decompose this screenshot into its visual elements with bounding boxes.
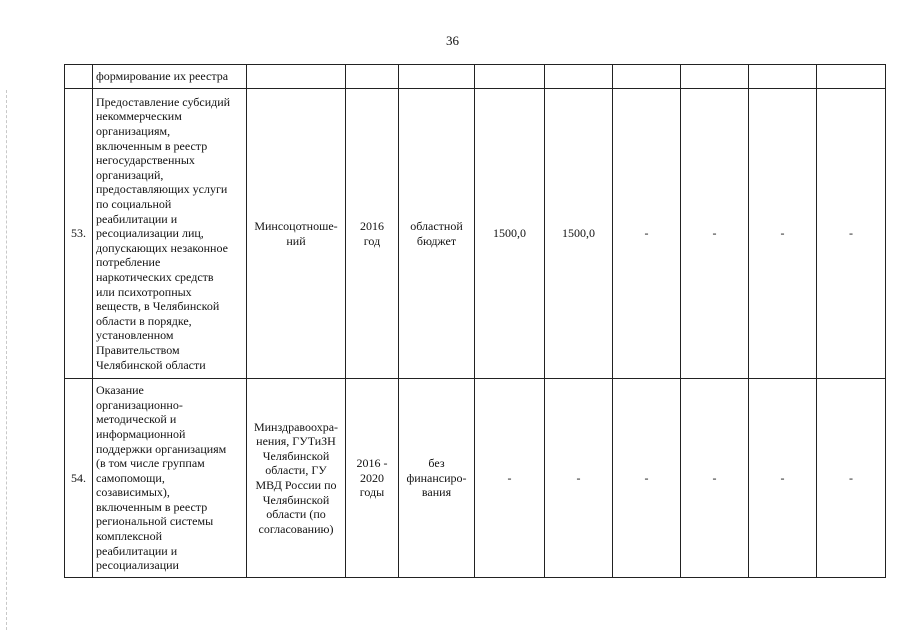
cell-2020 [817, 65, 886, 89]
measures-table [64, 64, 886, 578]
amount-2017: - [613, 89, 681, 379]
text-line: самопомощи, [96, 470, 165, 485]
text-line: Предоставление субсидий [96, 94, 231, 109]
text-line: 2016 - [356, 456, 388, 471]
text-line: Челябинской области [96, 357, 206, 372]
measure-description [93, 89, 247, 379]
amount-2018: - [681, 89, 749, 379]
measure-description [93, 379, 247, 578]
text-line: некоммерческим [96, 109, 182, 124]
text-line: бюджет [416, 233, 457, 248]
text-line: год [363, 233, 381, 248]
text-line: включенным в реестр [96, 138, 208, 153]
text-line: методической и [96, 412, 177, 427]
text-line: без [428, 456, 445, 471]
text-line: веществ, в Челябинской [96, 299, 220, 314]
text-line: годы [359, 485, 385, 500]
scan-margin-mark [6, 90, 8, 630]
text-line: Челябинской [262, 448, 330, 463]
row-number: 54. [65, 379, 93, 578]
text-line: ресоциализации [96, 558, 179, 573]
text-line: согласованию) [258, 521, 334, 536]
table-row [65, 89, 886, 379]
text-line: потребление [96, 255, 161, 270]
text-line: Оказание [96, 383, 144, 398]
funding-source [399, 379, 475, 578]
text-line: по социальной [96, 197, 172, 212]
text-line: области в порядке, [96, 313, 192, 328]
cell-source [399, 65, 475, 89]
amount-total: 1500,0 [475, 89, 545, 379]
amount-2018: - [681, 379, 749, 578]
cell-num [65, 65, 93, 89]
text-line: областной [410, 218, 463, 233]
cell-2018 [681, 65, 749, 89]
amount-2016: 1500,0 [545, 89, 613, 379]
text-line: (в том числе группам [96, 456, 205, 471]
text-line: организационно- [96, 397, 183, 412]
term [346, 379, 399, 578]
text-line: области (по [266, 507, 326, 522]
text-line: финансиро- [406, 470, 467, 485]
executor [247, 379, 346, 578]
text-line: Минздравоохра- [253, 419, 339, 434]
text-line: нения, ГУТиЗН [256, 434, 336, 449]
text-line: Челябинской [262, 492, 330, 507]
text-line: организаций, [96, 167, 164, 182]
text-line: предоставляющих услуги [96, 182, 228, 197]
text-line: МВД России по [255, 478, 337, 492]
amount-2019: - [749, 379, 817, 578]
page-number: 36 [446, 33, 459, 48]
text-line: комплексной [96, 529, 163, 544]
text-line: Минсоцотноше- [254, 218, 338, 233]
text-line: реабилитации и [96, 211, 178, 226]
text-line: региональной системы [96, 514, 214, 529]
text-line: включенным в реестр [96, 499, 208, 514]
amount-2016: - [545, 379, 613, 578]
funding-source [399, 89, 475, 379]
text-line: 2020 [360, 470, 384, 485]
text-line: области, ГУ [265, 463, 327, 478]
table-row [65, 379, 886, 578]
text-line: организациям, [96, 124, 171, 139]
text-line: поддержки организациям [96, 441, 227, 456]
text-line: ресоциализации лиц, [96, 226, 204, 241]
text-line: 2016 [360, 218, 384, 233]
term [346, 89, 399, 379]
text-line: Правительством [96, 342, 180, 357]
amount-2020: - [817, 89, 886, 379]
amount-2017: - [613, 379, 681, 578]
text-line: или психотропных [96, 284, 192, 299]
cell-2017 [613, 65, 681, 89]
table-row-continuation [65, 65, 886, 89]
amount-total: - [475, 379, 545, 578]
executor [247, 89, 346, 379]
text-line: ний [286, 233, 306, 248]
text-line: допускающих незаконное [96, 240, 228, 255]
amount-2019: - [749, 89, 817, 379]
text-line: негосударственных [96, 153, 195, 168]
amount-2020: - [817, 379, 886, 578]
text-line: вания [421, 485, 452, 500]
text-line: созависимых), [96, 485, 170, 500]
row-number: 53. [65, 89, 93, 379]
text-line: наркотических средств [96, 269, 214, 284]
text-line: реабилитации и [96, 543, 178, 558]
cell-2016 [545, 65, 613, 89]
cell-description: формирование их реестра [93, 65, 247, 89]
cell-term [346, 65, 399, 89]
cell-executor [247, 65, 346, 89]
cell-total [475, 65, 545, 89]
text-line: информационной [96, 426, 186, 441]
text-line: установленном [96, 328, 174, 343]
cell-2019 [749, 65, 817, 89]
